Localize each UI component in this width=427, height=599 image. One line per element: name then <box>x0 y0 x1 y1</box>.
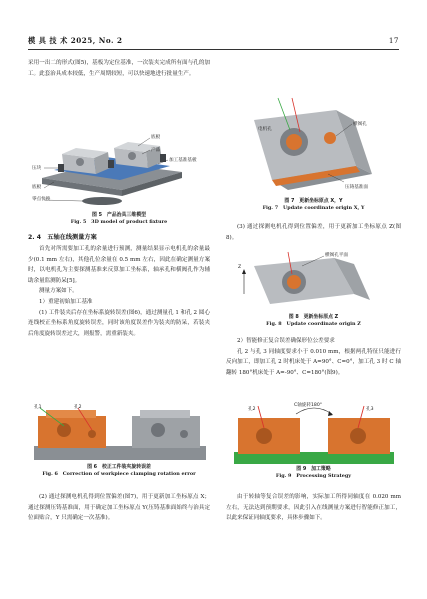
page-number: 17 <box>388 36 399 45</box>
left-column-top <box>28 58 210 79</box>
right-column-bottom <box>226 492 401 524</box>
label-datum-substrate: 加工基准基板 <box>169 158 197 163</box>
label-valve-plane: 横阀孔平面 <box>325 253 348 258</box>
figure-5-caption-en: Fig. 5 3D model of product fixture <box>70 219 168 225</box>
left-paragraph-1: 采用一出二的形式(图5)，基板为定位基准，一次装夹完成所有面与孔的加工。此套治具成本较低，生产周期较短，可以快速地进行批量生产。 <box>28 60 210 77</box>
left-column-bottom <box>28 492 210 524</box>
label-hole-2: 孔2 <box>248 407 256 412</box>
figure-9-caption-cn: 图 9 加工策略 <box>296 466 331 472</box>
left-paragraph-6: (2) 通过探测电机孔得到位置偏差(图7)，用于更新加工坐标原点 X；通过探测压铸基准面，用于确定加工坐标原点 Y(压铸基准面始终与治具定位面贴合，Y 只需确定一次基准)。 <box>28 494 210 522</box>
label-casting-datum: 压铸基准面 <box>345 185 368 190</box>
label-motor-hole: 电机孔 <box>258 127 272 132</box>
label-zero-point: 零点快换 <box>32 197 51 202</box>
figure-8-update-origin-z <box>236 248 392 308</box>
zero-point-quick-change <box>82 197 122 205</box>
left-paragraph-2: 首先对所需要加工孔的余量进行预测，测量结果显示电机孔的余量最少(0.1 mm 左右)，其他孔位余量在 0.5 mm 左右，因此在确定测量方案时，以电机孔为主要探测基准来反算加工坐标系，轴承孔和横阀孔作为辅助余量监测防呆[5]。 <box>28 246 210 284</box>
right-column-para-1 <box>226 222 401 243</box>
clamp-left <box>58 164 64 172</box>
clamp-right <box>160 154 166 162</box>
right-paragraph-2: 2）智能修正复合误差确保形位公差要求 <box>237 338 335 344</box>
figure-9-caption <box>226 466 401 480</box>
right-column-middle <box>226 336 401 378</box>
figure-7-update-origin-xy <box>232 90 398 198</box>
workpiece-gray <box>132 410 200 448</box>
figure-6-rotation-correction <box>34 402 206 460</box>
figure-9-caption-en: Fig. 9 Processing Strategy <box>275 473 352 479</box>
right-paragraph-1: (3) 通过探测电机孔得到位置偏差，用于更新加工坐标原点 Z(图8)。 <box>226 224 401 241</box>
valve-hole <box>324 132 336 144</box>
left-paragraph-5: (1) 工件装夹后存在坐标系旋转误差(图6)，通过测量孔 1 和孔 2 圆心连线校正坐标系角度旋转误差，同时该角度误差作为装夹的防呆，若装夹后角度旋转误差过大，则报警，需重新装夹。 <box>28 309 210 337</box>
figure-6-caption-en: Fig. 6 Correction of workpiece clamping rotation error <box>42 471 196 477</box>
label-z-axis: Z <box>238 265 242 270</box>
product-part-left <box>62 148 110 174</box>
figure-5-caption-cn: 图 5 产品治具三维模型 <box>91 212 146 218</box>
running-header <box>28 36 399 48</box>
figure-7-caption-en: Fig. 7 Update coordinate origin X, Y <box>262 205 365 211</box>
label-bottom-plate: 底板 <box>151 135 161 140</box>
fixture-base <box>34 446 206 460</box>
left-column-middle <box>28 232 210 339</box>
figure-8-caption-en: Fig. 8 Update coordinate origin Z <box>266 321 361 327</box>
figure-5-caption <box>28 212 210 226</box>
label-clamp: 压块 <box>32 166 42 171</box>
figure-5-fixture-model <box>32 128 208 210</box>
label-hole-2: 孔2 <box>74 405 82 410</box>
label-c-axis-rotation: C轴旋转180° <box>294 403 323 408</box>
motor-hole <box>286 134 302 150</box>
figure-7-caption <box>226 198 401 212</box>
c-axis-rotation-arrow <box>296 408 332 414</box>
journal-name: 模 具 技 术 2025, No. 2 <box>28 36 123 45</box>
label-product: 产品 <box>151 148 161 153</box>
left-paragraph-4: 1）重建初始加工基准 <box>39 298 93 305</box>
label-hole-1: 孔1 <box>34 405 42 410</box>
label-hole-3: 孔3 <box>366 407 374 412</box>
workpiece-orange <box>38 410 106 448</box>
figure-8-caption-cn: 图 8 更新坐标原点 Z <box>288 314 339 320</box>
figure-6-caption <box>28 464 210 478</box>
figure-6-caption-cn: 图 6 校正工件装夹旋转误差 <box>87 464 151 470</box>
clamp-mid <box>108 160 114 168</box>
right-paragraph-4: 由于转轴等复合误差的影响，实际加工所得同轴度在 0.020 mm 左右，无法达到预期要求，因此引入在线测量方案进行智能修正加工，以此来保证同轴度要求，具体步骤如下。 <box>226 494 401 522</box>
figure-8-caption <box>226 314 401 328</box>
header-rule <box>28 49 399 50</box>
workpiece-fig8 <box>254 258 370 304</box>
figure-7-caption-cn: 图 7 更新坐标原点 X，Y <box>284 198 343 204</box>
figure-9-processing-strategy <box>234 400 394 464</box>
workpiece-a90 <box>238 418 300 454</box>
section-heading: 2. 4 五轴在线测量方案 <box>28 234 97 241</box>
label-valve-hole: 横阀孔 <box>353 122 367 127</box>
label-base-plate: 底板 <box>32 185 42 190</box>
left-paragraph-3: 测量方案如下。 <box>39 288 78 295</box>
right-paragraph-3: 孔 2 与孔 3 同轴度要求小于 0.010 mm，根据两孔特征只能进行反向加工，即加工孔 2 时机床处于 A=90°、C=0°，加工孔 3 时 C 轴翻转 180°机床处于 A=-90°、C=180°(图9)。 <box>226 348 401 376</box>
